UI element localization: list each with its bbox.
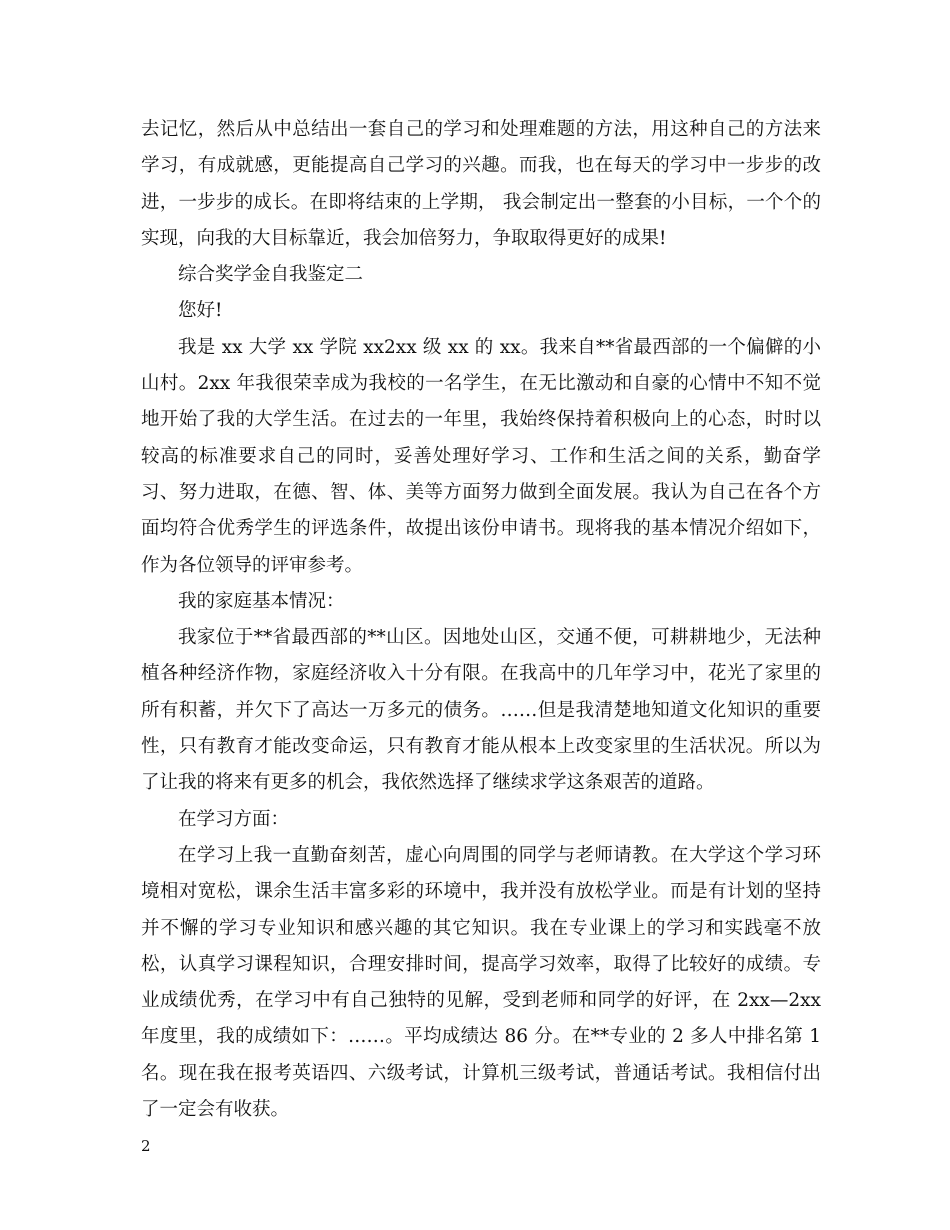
paragraph-study: 在学习上我一直勤奋刻苦，虚心向周围的同学与老师请教。在大学这个学习环境相对宽松，课余生活丰富多彩的环境中，我并没有放松学业。而是有计划的坚持并不懈的学习专业知识和感兴趣的其它知识。我在专业课上的学习和实践毫不放松，认真学习课程知识，合理安排时间，提高学习效率，取得了比较好的成绩。专业成绩优秀，在学习中有自己独特的见解，受到老师和同学的好评，在 2xx—2xx 年度里，我的成绩如下：……。平均成绩达 86 分。在**专业的 2 多人中排名第 1 名。现在我在报考英语四、六级考试，计算机三级考试，普通话考试。我相信付出了一定会有收获。 xyxy=(141,844,821,1121)
page-number: 2 xyxy=(141,1137,151,1155)
document-body xyxy=(141,112,821,1128)
paragraph-introduction: 我是 xx 大学 xx 学院 xx2xx 级 xx 的 xx。我来自**省最西部的一个偏僻的小山村。2xx 年我很荣幸成为我校的一名学生，在无比激动和自豪的心情中不知不觉地开始了我的大学生活。在过去的一年里，我始终保持着积极向上的心态，时时以较高的标准要求自己的同时，妥善处理好学习、工作和生活之间的关系，勤奋学习、努力进取，在德、智、体、美等方面努力做到全面发展。我认为自己在各个方面均符合优秀学生的评选条件，故提出该份申请书。现将我的基本情况介绍如下，作为各位领导的评审参考。 xyxy=(141,336,821,576)
paragraph-continuation: 去记忆，然后从中总结出一套自己的学习和处理难题的方法，用这种自己的方法来学习，有成就感，更能提高自己学习的兴趣。而我，也在每天的学习中一步步的改进，一步步的成长。在即将结束的上学期， 我会制定出一整套的小目标，一个个的实现，向我的大目标靠近，我会加倍努力，争取取得更好的成果! xyxy=(141,119,821,249)
greeting: 您好! xyxy=(178,300,223,322)
subheading-family: 我的家庭基本情况： xyxy=(178,590,345,612)
section-heading: 综合奖学金自我鉴定二 xyxy=(178,264,364,286)
subheading-study: 在学习方面： xyxy=(178,808,290,830)
paragraph-family: 我家位于**省最西部的**山区。因地处山区，交通不便，可耕耕地少，无法种植各种经济作物，家庭经济收入十分有限。在我高中的几年学习中，花光了家里的所有积蓄，并欠下了高达一万多元的债务。……但是我清楚地知道文化知识的重要性，只有教育才能改变命运，只有教育才能从根本上改变家里的生活状况。所以为了让我的将来有更多的机会，我依然选择了继续求学这条艰苦的道路。 xyxy=(141,627,821,794)
